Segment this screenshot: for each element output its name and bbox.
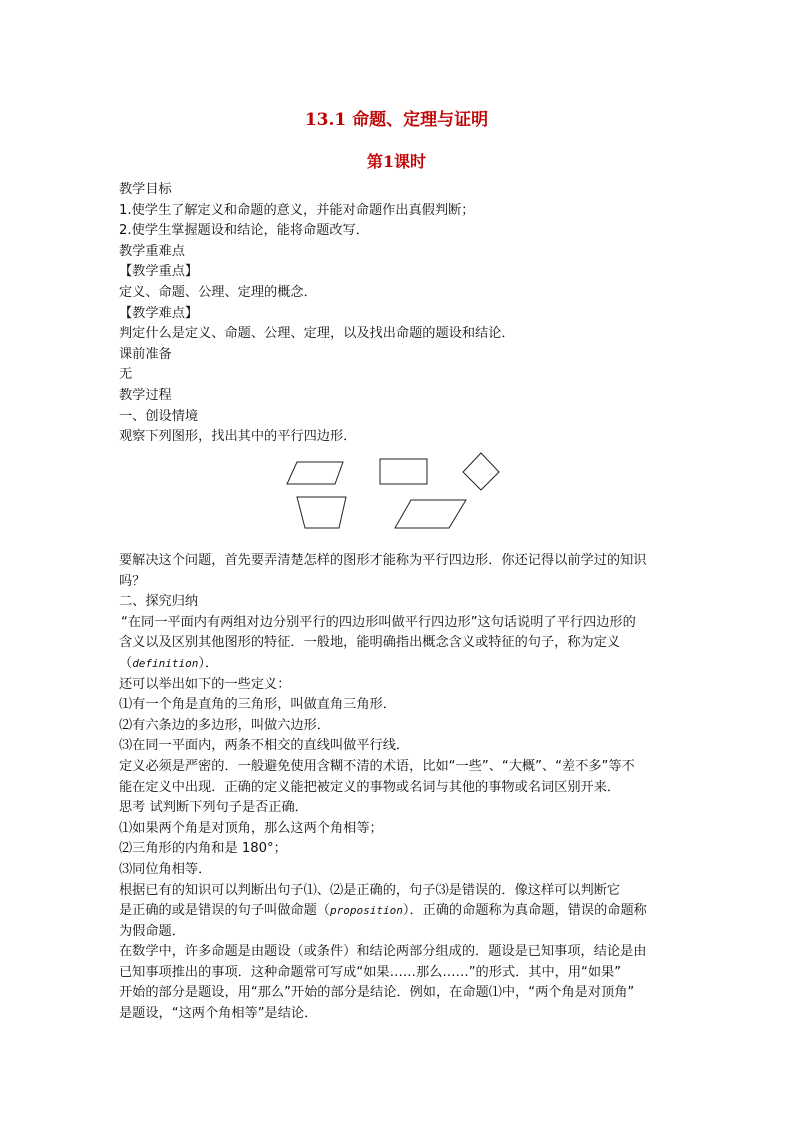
quadrilateral-figures bbox=[270, 448, 510, 540]
heading-exploration: 二、探究归纳 bbox=[119, 594, 199, 610]
page-subtitle: 第1课时 bbox=[366, 152, 427, 171]
objective-1: 1.使学生了解定义和命题的意义，并能对命题作出真假判断； bbox=[119, 202, 475, 218]
section-exploration bbox=[119, 551, 679, 1025]
scenario-text: 观察下列图形，找出其中的平行四边形． bbox=[119, 429, 357, 445]
definition-term: definition bbox=[132, 656, 199, 670]
parallelogram-shape-1 bbox=[287, 462, 343, 484]
think-prompt: 思考 试判断下列句子是否正确． bbox=[119, 800, 308, 816]
heading-preparation: 课前准备 bbox=[119, 346, 172, 362]
definition-item-3: ⑶在同一平面内，两条不相交的直线叫做平行线． bbox=[119, 738, 410, 754]
think-item-3: ⑶同位角相等． bbox=[119, 861, 212, 877]
objective-2: 2.使学生掌握题设和结论，能将命题改写． bbox=[119, 223, 369, 239]
math-line-2: 已知事项推出的事项．这种命题常可写成“如果……那么……”的形式．其中，用“如果” bbox=[119, 964, 622, 980]
heading-focus: 【教学重点】 bbox=[119, 264, 199, 280]
think-item-2: ⑵三角形的内角和是 180°； bbox=[119, 841, 287, 857]
section-objectives bbox=[119, 180, 679, 448]
math-line-1: 在数学中，许多命题是由题设（或条件）和结论两部分组成的．题设是已知事项，结论是由 bbox=[119, 944, 647, 960]
heading-scenario: 一、创设情境 bbox=[119, 408, 199, 424]
rectangle-shape bbox=[380, 459, 427, 484]
strict-line-2: 能在定义中出现．正确的定义能把被定义的事物或名词与其他的事物或名词区别开来． bbox=[119, 779, 621, 795]
focus-text: 定义、命题、公理、定理的概念． bbox=[119, 284, 317, 300]
proposition-term: proposition bbox=[330, 904, 403, 918]
preparation-text: 无 bbox=[119, 367, 133, 383]
definition-line-2: 含义以及区别其他图形的特征．一般地，能明确指出概念含义或特征的句子，称为定义 bbox=[119, 635, 621, 651]
parallelogram-shape-2 bbox=[395, 500, 466, 528]
solve-line-2: 吗？ bbox=[119, 573, 146, 589]
page-title: 13.1 命题、定理与证明 bbox=[304, 110, 489, 130]
square-rotated-shape bbox=[463, 453, 499, 490]
solve-line-1: 要解决这个问题，首先要弄清楚怎样的图形才能称为平行四边形．你还记得以前学过的知识 bbox=[119, 553, 647, 568]
strict-line-1: 定义必须是严密的．一般避免使用含糊不清的术语，比如“一些”、“大概”、“差不多”等不 bbox=[119, 758, 635, 774]
math-line-3: 开始的部分是题设，用“那么”开始的部分是结论．例如，在命题⑴中，“两个角是对顶角” bbox=[119, 985, 635, 1001]
definition-line-1: “在同一平面内有两组对边分别平行的四边形叫做平行四边形”这句话说明了平行四边形的 bbox=[121, 614, 636, 630]
heading-process: 教学过程 bbox=[119, 387, 172, 403]
difficulty-text: 判定什么是定义、命题、公理、定理，以及找出命题的题设和结论． bbox=[119, 326, 515, 342]
think-item-1: ⑴如果两个角是对顶角，那么这两个角相等； bbox=[119, 820, 383, 836]
heading-key-points: 教学重难点 bbox=[119, 243, 185, 259]
definition-item-1: ⑴有一个角是直角的三角形，叫做直角三角形． bbox=[119, 697, 396, 713]
heading-difficulty: 【教学难点】 bbox=[119, 305, 199, 321]
list-intro: 还可以举出如下的一些定义： bbox=[119, 676, 291, 692]
definition-item-2: ⑵有六条边的多边形，叫做六边形． bbox=[119, 717, 330, 733]
trapezoid-shape bbox=[297, 497, 346, 528]
proposition-line-3: 为假命题． bbox=[119, 923, 185, 939]
heading-objectives: 教学目标 bbox=[119, 182, 172, 197]
proposition-line-1: 根据已有的知识可以判断出句子⑴、⑵是正确的，句子⑶是错误的．像这样可以判断它 bbox=[119, 882, 621, 898]
math-line-4: 是题设，“这两个角相等”是结论． bbox=[119, 1006, 318, 1022]
definition-line-3: （definition）． bbox=[119, 655, 219, 671]
proposition-line-2: 是正确的或是错误的句子叫做命题（proposition）．正确的命题称为真命题，错误的命题称 bbox=[119, 903, 647, 919]
